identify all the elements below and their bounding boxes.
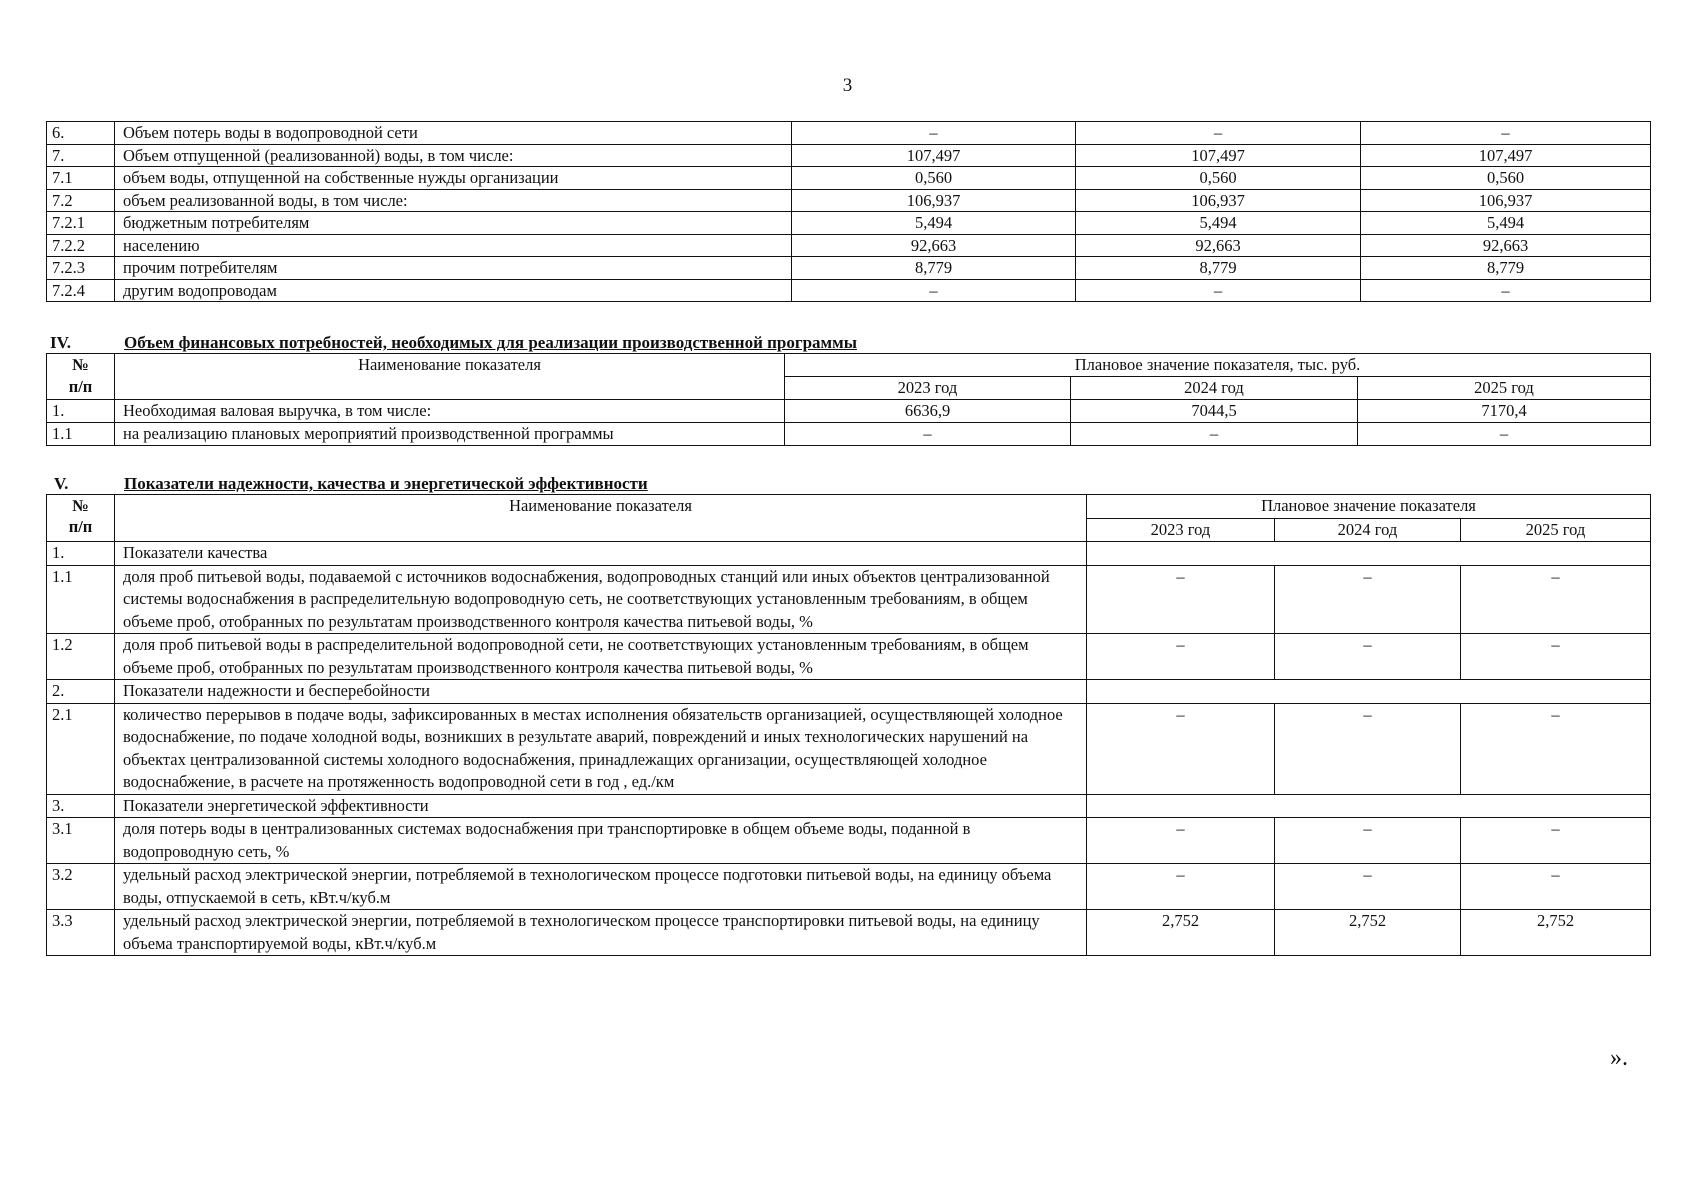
value-2025: – xyxy=(1461,703,1651,794)
row-number: 1.1 xyxy=(47,423,115,446)
row-name: удельный расход электрической энергии, потребляемой в технологическом процессе транспортировки питьевой воды, на единицу объема транспортируемой воды, кВт.ч/куб.м xyxy=(115,910,1087,956)
row-group-empty xyxy=(1087,680,1651,704)
table-header-row xyxy=(47,354,1651,377)
row-number: 7.2.1 xyxy=(47,212,115,235)
header-num-symbol: № xyxy=(72,496,89,515)
value-2024: 8,779 xyxy=(1076,257,1361,280)
row-number: 7.1 xyxy=(47,167,115,190)
row-name: Показатели качества xyxy=(115,542,1087,566)
value-2025: 7170,4 xyxy=(1358,400,1651,423)
header-name-cell: Наименование показателя xyxy=(115,495,1087,542)
row-name: другим водопроводам xyxy=(115,279,792,302)
value-2024: 0,560 xyxy=(1076,167,1361,190)
value-2023: 8,779 xyxy=(792,257,1076,280)
value-2024: – xyxy=(1071,423,1358,446)
value-2025: – xyxy=(1361,279,1651,302)
value-2023: – xyxy=(1087,818,1275,864)
table-row xyxy=(47,818,1651,864)
section-4-number: IV. xyxy=(50,333,71,352)
value-2024: – xyxy=(1275,703,1461,794)
table-row xyxy=(47,565,1651,634)
row-number: 3. xyxy=(47,794,115,818)
row-name: Объем отпущенной (реализованной) воды, в том числе: xyxy=(115,144,792,167)
value-2025: – xyxy=(1358,423,1651,446)
value-2023: 92,663 xyxy=(792,234,1076,257)
row-number: 2. xyxy=(47,680,115,704)
financial-needs-table xyxy=(46,353,1651,446)
row-name: населению xyxy=(115,234,792,257)
row-name: доля потерь воды в централизованных системах водоснабжения при транспортировке в общем объеме воды, поданной в водопроводную сеть, % xyxy=(115,818,1087,864)
row-number: 6. xyxy=(47,122,115,145)
value-2024: – xyxy=(1275,565,1461,634)
row-name: объем реализованной воды, в том числе: xyxy=(115,189,792,212)
table-row xyxy=(47,144,1651,167)
row-group-empty xyxy=(1087,794,1651,818)
value-2025: – xyxy=(1461,864,1651,910)
header-year-2025: 2025 год xyxy=(1461,518,1651,542)
row-number: 1.2 xyxy=(47,634,115,680)
table-row xyxy=(47,234,1651,257)
value-2024: – xyxy=(1275,634,1461,680)
row-number: 7.2 xyxy=(47,189,115,212)
row-name: Показатели надежности и бесперебойности xyxy=(115,680,1087,704)
table-row xyxy=(47,542,1651,566)
value-2025: – xyxy=(1461,565,1651,634)
row-number: 3.1 xyxy=(47,818,115,864)
value-2025: 2,752 xyxy=(1461,910,1651,956)
value-2024: – xyxy=(1275,818,1461,864)
table-row xyxy=(47,189,1651,212)
water-volume-table xyxy=(46,121,1651,302)
value-2023: 2,752 xyxy=(1087,910,1275,956)
row-name: объем воды, отпущенной на собственные нужды организации xyxy=(115,167,792,190)
row-number: 1. xyxy=(47,542,115,566)
section-5-title: Показатели надежности, качества и энергетической эффективности xyxy=(124,474,648,493)
table-row xyxy=(47,680,1651,704)
value-2025: 106,937 xyxy=(1361,189,1651,212)
row-number: 7. xyxy=(47,144,115,167)
value-2023: – xyxy=(1087,703,1275,794)
value-2024: 107,497 xyxy=(1076,144,1361,167)
header-year-2023: 2023 год xyxy=(785,377,1071,400)
row-name: бюджетным потребителям xyxy=(115,212,792,235)
section-4-title: Объем финансовых потребностей, необходимых для реализации производственной программы xyxy=(124,333,857,352)
row-name: Показатели энергетической эффективности xyxy=(115,794,1087,818)
row-name: доля проб питьевой воды, подаваемой с источников водоснабжения, водопроводных станций или иных объектов централизованной системы водоснабжения в распределительную водопроводную сеть, не соответствующих установленным требованиям, в общем объеме проб, отобранных по результатам производственного контроля качества питьевой воды, % xyxy=(115,565,1087,634)
value-2025: 92,663 xyxy=(1361,234,1651,257)
header-name-cell: Наименование показателя xyxy=(115,354,785,400)
header-year-2023: 2023 год xyxy=(1087,518,1275,542)
value-2023: 0,560 xyxy=(792,167,1076,190)
table-row xyxy=(47,703,1651,794)
table-row xyxy=(47,910,1651,956)
row-number: 7.2.4 xyxy=(47,279,115,302)
value-2023: – xyxy=(785,423,1071,446)
row-name: удельный расход электрической энергии, потребляемой в технологическом процессе подготовки питьевой воды, на единицу объема воды, отпускаемой в сеть, кВт.ч/куб.м xyxy=(115,864,1087,910)
value-2023: – xyxy=(1087,565,1275,634)
row-number: 2.1 xyxy=(47,703,115,794)
value-2024: – xyxy=(1076,122,1361,145)
header-plan-cell: Плановое значение показателя, тыс. руб. xyxy=(785,354,1651,377)
row-number: 1.1 xyxy=(47,565,115,634)
header-year-2024: 2024 год xyxy=(1071,377,1358,400)
header-num-abbrev: п/п xyxy=(68,377,93,396)
header-plan-cell: Плановое значение показателя xyxy=(1087,495,1651,519)
section-5-number: V. xyxy=(54,474,69,493)
row-number: 7.2.2 xyxy=(47,234,115,257)
value-2023: 5,494 xyxy=(792,212,1076,235)
value-2025: 0,560 xyxy=(1361,167,1651,190)
row-number: 3.2 xyxy=(47,864,115,910)
value-2023: 107,497 xyxy=(792,144,1076,167)
value-2024: 92,663 xyxy=(1076,234,1361,257)
value-2023: – xyxy=(792,122,1076,145)
row-name: на реализацию плановых мероприятий производственной программы xyxy=(115,423,785,446)
value-2023: 106,937 xyxy=(792,189,1076,212)
row-number: 7.2.3 xyxy=(47,257,115,280)
table-header-row xyxy=(47,495,1651,519)
header-num-cell xyxy=(47,354,115,400)
value-2023: – xyxy=(1087,634,1275,680)
value-2023: – xyxy=(792,279,1076,302)
value-2024: 7044,5 xyxy=(1071,400,1358,423)
header-num-symbol: № xyxy=(72,355,89,374)
value-2023: – xyxy=(1087,864,1275,910)
table-row xyxy=(47,122,1651,145)
header-year-2025: 2025 год xyxy=(1358,377,1651,400)
value-2024: 106,937 xyxy=(1076,189,1361,212)
table-row xyxy=(47,257,1651,280)
table-row xyxy=(47,212,1651,235)
table-row xyxy=(47,400,1651,423)
value-2024: 5,494 xyxy=(1076,212,1361,235)
value-2024: – xyxy=(1275,864,1461,910)
closing-quote-mark: ». xyxy=(1610,1045,1628,1071)
table-row xyxy=(47,279,1651,302)
table-row xyxy=(47,794,1651,818)
row-group-empty xyxy=(1087,542,1651,566)
row-name: Объем потерь воды в водопроводной сети xyxy=(115,122,792,145)
row-number: 1. xyxy=(47,400,115,423)
table-row xyxy=(47,423,1651,446)
row-name: доля проб питьевой воды в распределительной водопроводной сети, не соответствующих установленным требованиям, в общем объеме проб, отобранных по результатам производственного контроля качества питьевой воды, % xyxy=(115,634,1087,680)
value-2024: 2,752 xyxy=(1275,910,1461,956)
table-row xyxy=(47,634,1651,680)
header-num-cell xyxy=(47,495,115,542)
value-2025: – xyxy=(1461,634,1651,680)
value-2025: 5,494 xyxy=(1361,212,1651,235)
row-name: количество перерывов в подаче воды, зафиксированных в местах исполнения обязательств организацией, осуществляющей холодное водоснабжение, по подаче холодной воды, возникших в результате аварий, повреждений и иных технологических нарушений на объектах централизованной системы холодного водоснабжения, принадлежащих организации, осуществляющей холодное водоснабжение, в расчете на протяженность водопроводной сети в год , ед./км xyxy=(115,703,1087,794)
value-2025: 8,779 xyxy=(1361,257,1651,280)
value-2025: – xyxy=(1361,122,1651,145)
row-name: Необходимая валовая выручка, в том числе: xyxy=(115,400,785,423)
reliability-indicators-table xyxy=(46,494,1651,956)
value-2025: – xyxy=(1461,818,1651,864)
header-num-abbrev: п/п xyxy=(68,517,93,536)
value-2025: 107,497 xyxy=(1361,144,1651,167)
value-2023: 6636,9 xyxy=(785,400,1071,423)
table-row xyxy=(47,167,1651,190)
value-2024: – xyxy=(1076,279,1361,302)
header-year-2024: 2024 год xyxy=(1275,518,1461,542)
page-number: 3 xyxy=(842,75,853,96)
row-number: 3.3 xyxy=(47,910,115,956)
row-name: прочим потребителям xyxy=(115,257,792,280)
table-row xyxy=(47,864,1651,910)
